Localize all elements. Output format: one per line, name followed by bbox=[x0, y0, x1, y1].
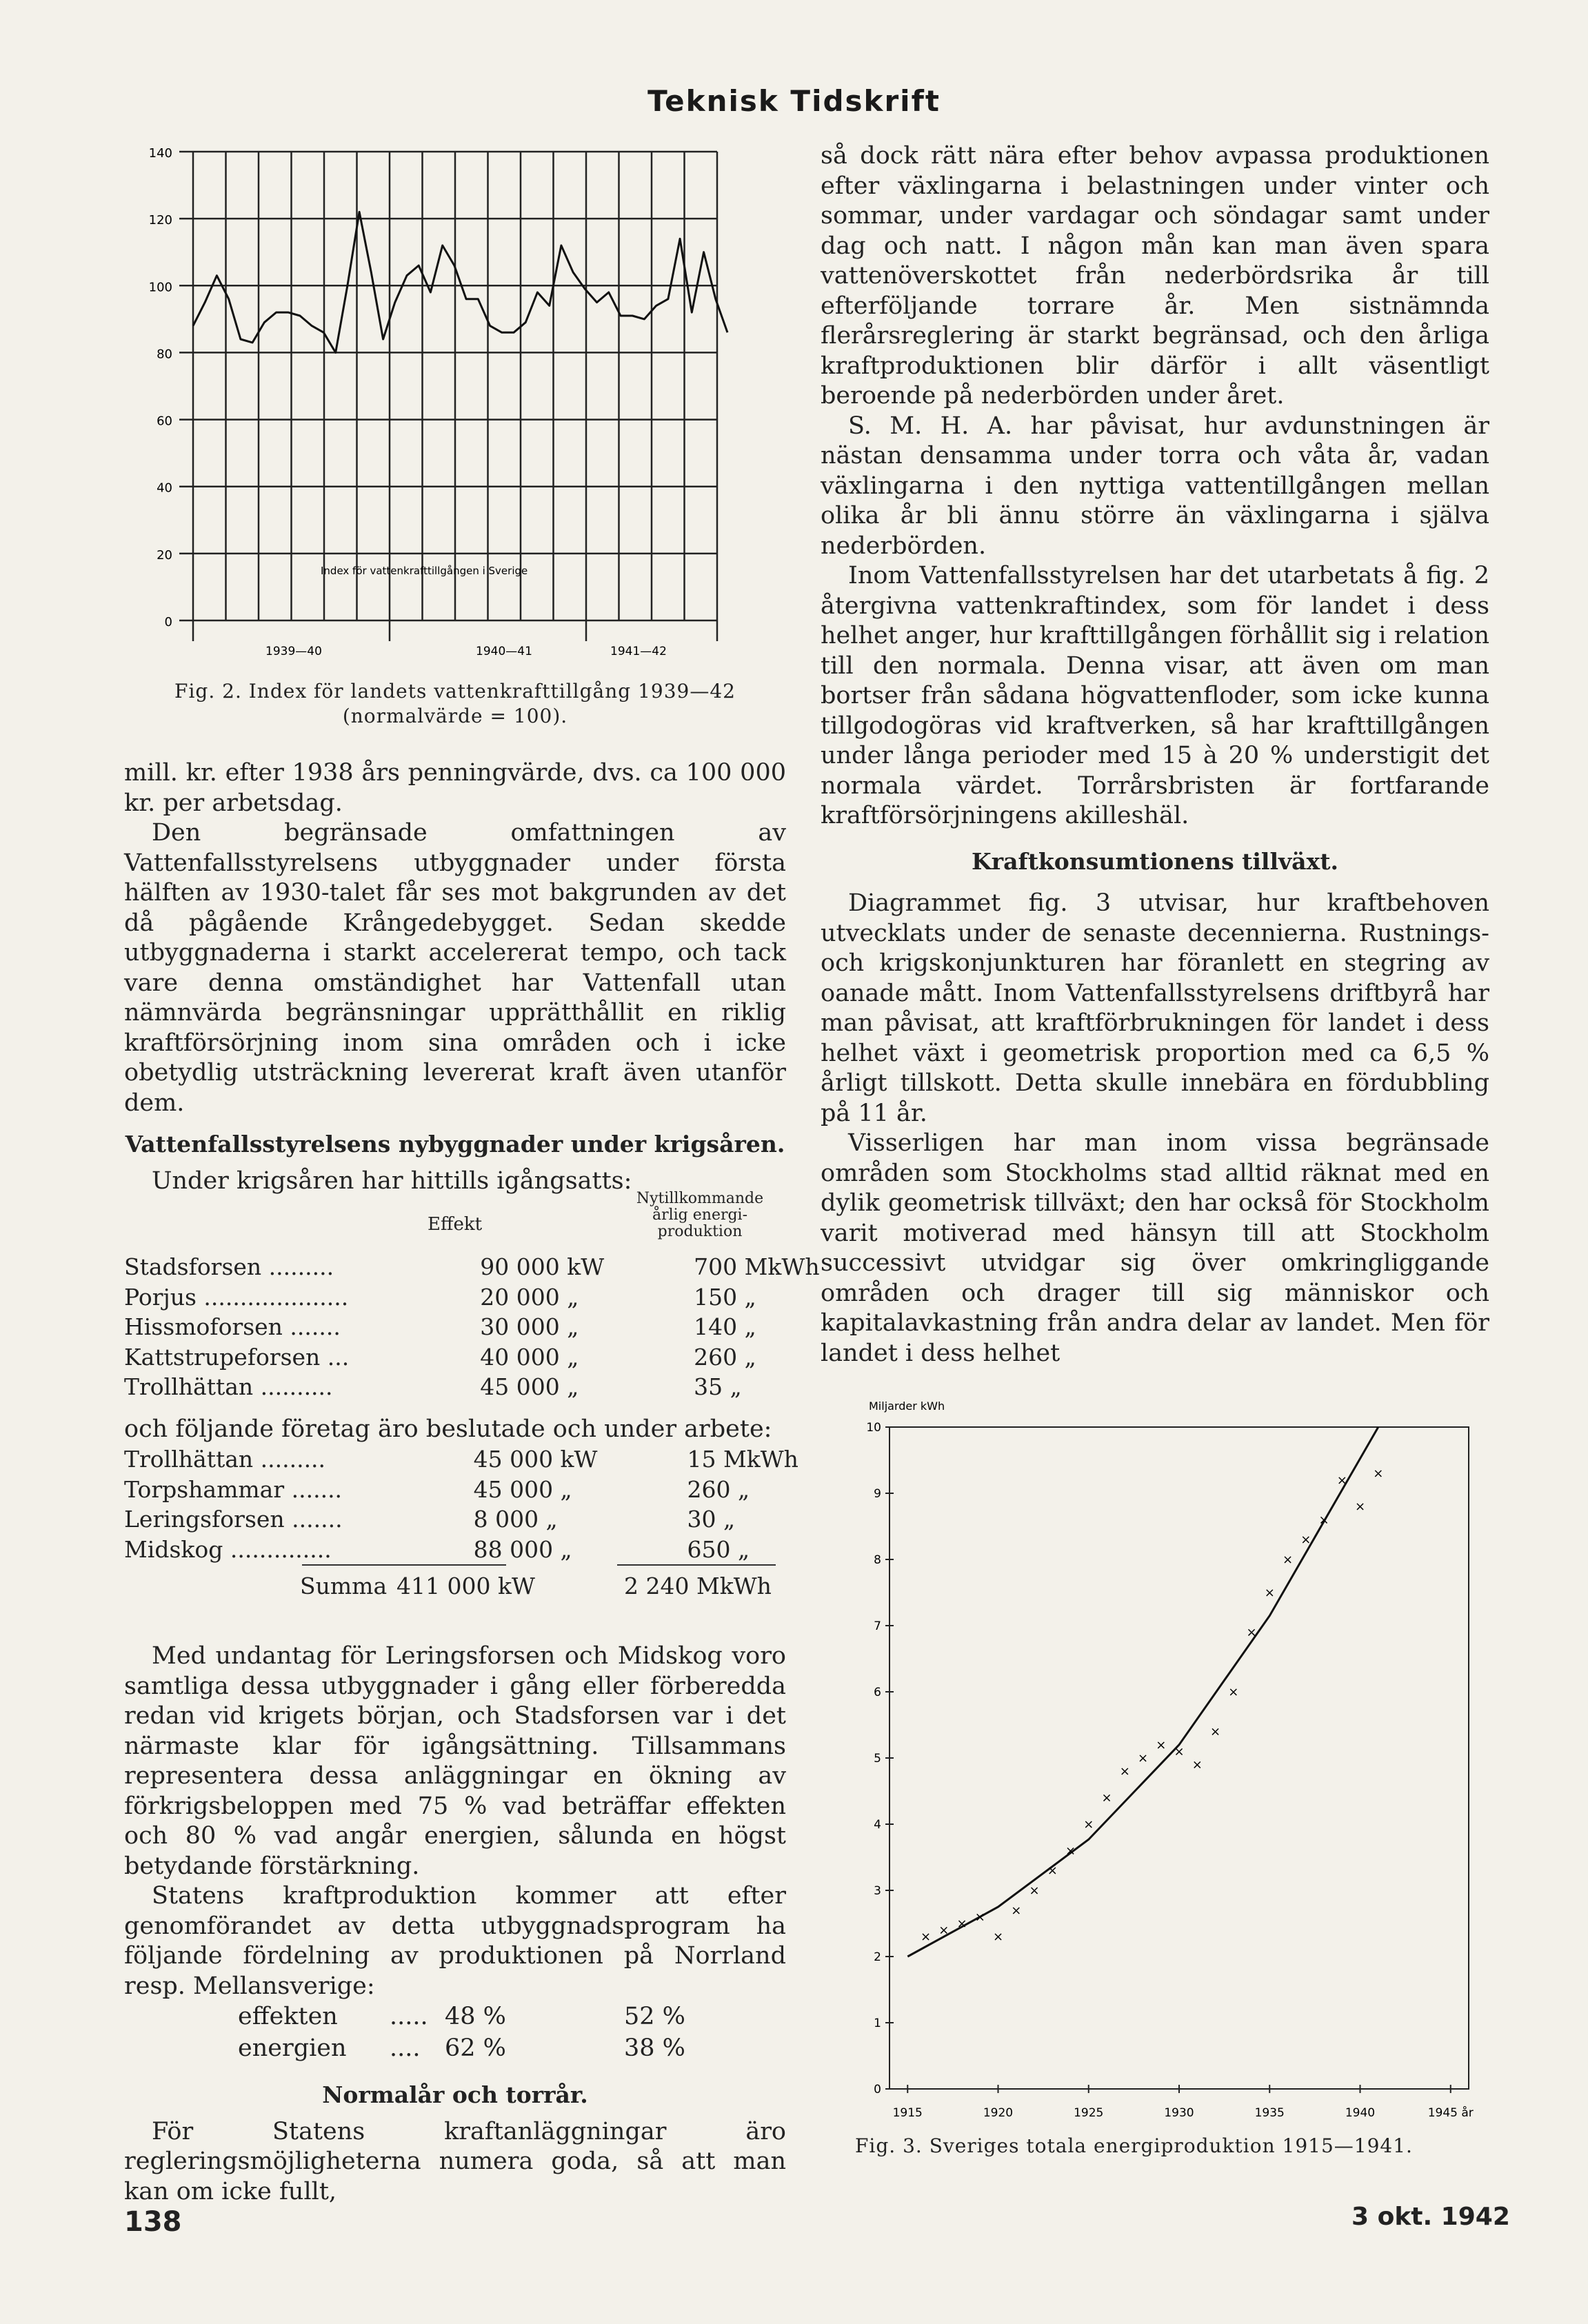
data-point: × bbox=[956, 1917, 967, 1931]
table-row bbox=[124, 1372, 820, 1402]
y-tick-label: 5 bbox=[874, 1752, 881, 1766]
distribution-label: energien bbox=[238, 2034, 347, 2063]
paragraph: Diagrammet fig. 3 utvisar, hur kraftbehoven utvecklats under de senaste decennierna. Rustnings- och krigskonjunkturen har föranlett en stegring av oanade mått. Inom Vattenfallsstyrelsens driftbyrå har man påvisat, att kraftförbrukningen för landet i dess helhet växt i geometrisk proportion med ca 6,5 % årligt tillskott. Detta skulle innebära en fördubbling på 11 år. bbox=[821, 889, 1489, 1127]
journal-header: Teknisk Tidskrift bbox=[647, 84, 941, 118]
paragraph: så dock rätt nära efter behov avpassa produktionen efter växlingarna i belastningen under vinter och sommar, under vardagar och söndagar samt under dag och natt. I någon mån kan man även spara vattenöverskottet från nederbördsrika år till efterföljande torrare år. Men sistnämnda flerårsreglering är starkt begränsad, och den årliga kraftproduktionen blir därför i allt väsentligt beroende på nederbörden under året. bbox=[821, 142, 1489, 410]
paragraph: mill. kr. efter 1938 års penningvärde, dvs. ca 100 000 kr. per arbetsdag. bbox=[124, 759, 786, 817]
leader-dots: ......... bbox=[253, 1446, 326, 1473]
cell-name bbox=[124, 1312, 349, 1342]
distribution-row bbox=[238, 2033, 707, 2065]
cell-effekt: 8 000 „ bbox=[473, 1506, 558, 1533]
leader-dots: ....... bbox=[282, 1313, 341, 1340]
distribution-b: 52 % bbox=[624, 2003, 685, 2031]
table-row bbox=[124, 1312, 820, 1342]
y-tick-label: 140 bbox=[148, 146, 172, 161]
distribution-a: 62 % bbox=[445, 2034, 506, 2063]
table-row bbox=[124, 1252, 820, 1282]
data-point: × bbox=[1209, 1724, 1221, 1739]
chart-annotation: Index för vattenkrafttillgången i Sverige bbox=[321, 564, 528, 577]
table-row bbox=[124, 1444, 798, 1475]
data-point: × bbox=[1192, 1757, 1203, 1772]
y-tick-label: 1 bbox=[874, 2017, 881, 2030]
station-name: Leringsforsen bbox=[124, 1506, 285, 1533]
table-row bbox=[124, 1475, 798, 1505]
cell-energi: 35 „ bbox=[694, 1373, 742, 1400]
y-tick-label: 100 bbox=[148, 280, 172, 295]
section-heading: Normalår och torrår. bbox=[322, 2081, 588, 2108]
y-tick-label: 9 bbox=[874, 1487, 881, 1501]
data-point: × bbox=[1264, 1586, 1275, 1600]
leader-dots: .......... bbox=[253, 1373, 333, 1400]
sum-line bbox=[617, 1564, 776, 1566]
leader-dots: ......... bbox=[261, 1253, 334, 1280]
fig3-caption: Fig. 3. Sveriges totala energiproduktion 1915—1941. bbox=[855, 2134, 1413, 2157]
cell-name bbox=[124, 1535, 343, 1565]
y-tick-label: 60 bbox=[157, 414, 172, 429]
paragraph: För Statens kraftanläggningar äro regleringsmöjligheterna numera goda, så att man kan om icke fullt, bbox=[124, 2117, 786, 2205]
data-point: × bbox=[1047, 1863, 1058, 1879]
y-tick-label: 4 bbox=[874, 1818, 881, 1832]
y-tick-label: 7 bbox=[874, 1619, 881, 1633]
data-point: × bbox=[974, 1910, 985, 1925]
cell-energi: 260 „ bbox=[694, 1343, 756, 1371]
y-tick-label: 6 bbox=[874, 1686, 881, 1699]
data-point: × bbox=[938, 1923, 949, 1938]
sum-line bbox=[302, 1564, 506, 1566]
y-tick-label: 40 bbox=[157, 481, 172, 496]
data-point: × bbox=[1156, 1737, 1167, 1752]
data-point: × bbox=[1373, 1466, 1384, 1482]
index-line bbox=[193, 212, 727, 352]
distribution-table bbox=[238, 2001, 707, 2065]
table-row bbox=[124, 1535, 798, 1565]
data-point: × bbox=[1137, 1751, 1149, 1766]
y-tick-label: 10 bbox=[866, 1421, 881, 1435]
distribution-a: 48 % bbox=[445, 2003, 506, 2031]
y-tick-label: 20 bbox=[157, 547, 172, 563]
distribution-label: effekten bbox=[238, 2003, 338, 2031]
cell-energi: 260 „ bbox=[687, 1475, 750, 1503]
section-heading: Kraftkonsumtionens tillväxt. bbox=[972, 847, 1338, 875]
cell-energi: 650 „ bbox=[687, 1535, 750, 1563]
cell-effekt: 40 000 „ bbox=[480, 1343, 579, 1371]
x-tick-label: 1935 bbox=[1254, 2106, 1285, 2120]
data-point: × bbox=[920, 1930, 932, 1945]
cell-energi: 150 „ bbox=[694, 1283, 756, 1311]
y-tick-label: 0 bbox=[874, 2083, 881, 2096]
cell-energi: 30 „ bbox=[687, 1506, 736, 1533]
paragraph: Den begränsade omfattningen av Vattenfallsstyrelsens utbyggnader under första hälften av 1930-talet får ses mot bakgrunden av det då pågående Krångedebygget. Sedan skedde utbyggnaderna i starkt accelererat tempo, och tack vare denna omständighet har Vattenfall utan nämnvärda begränsningar upprätthållit en riklig kraftförsörjning inom sina områden och i icke obetydlig utsträckning levererat kraft även utanför dem. bbox=[124, 819, 786, 1117]
trend-curve bbox=[907, 1427, 1378, 1957]
cell-effekt: 45 000 „ bbox=[480, 1373, 579, 1400]
x-tick-label: 1915 bbox=[892, 2106, 923, 2120]
fig2-chart bbox=[110, 138, 731, 683]
fig3-chart bbox=[862, 1393, 1496, 2137]
distribution-dots: .... bbox=[390, 2034, 421, 2063]
data-point: × bbox=[1228, 1685, 1239, 1699]
x-tick-label: 1920 bbox=[983, 2106, 1014, 2120]
station-name: Hissmoforsen bbox=[124, 1313, 283, 1340]
cell-name bbox=[124, 1252, 349, 1282]
x-tick-label: 1940—41 bbox=[476, 645, 532, 658]
cell-name bbox=[124, 1444, 343, 1475]
data-point: × bbox=[1336, 1473, 1347, 1488]
distribution-row bbox=[238, 2001, 707, 2033]
data-point: × bbox=[1083, 1817, 1094, 1832]
cell-name bbox=[124, 1342, 349, 1373]
col-header-energi: Nytillkommande årlig energi-produktion bbox=[636, 1190, 764, 1240]
data-point: × bbox=[1318, 1513, 1329, 1528]
y-tick-label: 80 bbox=[157, 347, 172, 362]
col-header-effekt: Effekt bbox=[428, 1214, 483, 1235]
cell-name bbox=[124, 1504, 343, 1535]
cell-name bbox=[124, 1282, 349, 1313]
right-column bbox=[821, 141, 1489, 1368]
left-column bbox=[124, 758, 820, 2207]
x-tick-label: 1940 bbox=[1345, 2106, 1376, 2120]
station-name: Stadsforsen bbox=[124, 1253, 262, 1280]
station-name: Midskog bbox=[124, 1535, 223, 1563]
station-name: Porjus bbox=[124, 1283, 197, 1311]
cell-energi: 700 MkWh bbox=[694, 1253, 820, 1280]
paragraph: Statens kraftproduktion kommer att efter genomförandet av detta utbyggnadsprogram ha följande fördelning av produktionen på Norrland resp. Mellansverige: bbox=[124, 1882, 786, 2000]
distribution-dots: ..... bbox=[390, 2003, 428, 2031]
leader-dots: .............. bbox=[223, 1535, 332, 1563]
table-planned bbox=[124, 1444, 798, 1564]
cell-effekt: 45 000 kW bbox=[473, 1446, 598, 1473]
sum-effekt: 411 000 kW bbox=[396, 1573, 535, 1599]
x-tick-label: 1941—42 bbox=[610, 645, 667, 658]
station-name: Kattstrupeforsen bbox=[124, 1343, 321, 1371]
cell-effekt: 88 000 „ bbox=[473, 1535, 572, 1563]
x-tick-label: 1939—40 bbox=[265, 645, 322, 658]
table-row bbox=[124, 1342, 820, 1373]
page-number: 138 bbox=[124, 2206, 182, 2238]
data-point: × bbox=[1282, 1553, 1294, 1567]
leader-dots: ....... bbox=[284, 1475, 343, 1503]
paragraph: Inom Vattenfallsstyrelsen har det utarbetats å fig. 2 återgivna vattenkraftindex, som för landet i dess helhet anger, hur krafttillgången förhållit sig i relation till den normala. Denna visar, att även om man bortser från sådana högvattenfloder, som icke kunna tillgodogöras vid kraftverken, så har krafttillgången under långa perioder med 15 à 20 % understigit det normala värdet. Torrårsbristen är fortfarande kraftförsörjningens akilleshäl. bbox=[821, 562, 1489, 829]
leader-dots: ....... bbox=[284, 1506, 343, 1533]
data-point: × bbox=[1011, 1903, 1022, 1918]
paragraph: Visserligen har man inom vissa begränsade områden som Stockholms stad alltid räknat med en dylik geometrisk tillväxt; den har också för Stockholm varit motiverad med hänsyn till att Stockholm successivt utvidgar sig över omkringliggande områden och drager till sig människor och kapitalavkastning från andra delar av landet. Men för landet i dess helhet bbox=[821, 1129, 1489, 1367]
data-point: × bbox=[1174, 1744, 1185, 1759]
sum-energi: 2 240 MkWh bbox=[624, 1573, 772, 1599]
data-point: × bbox=[1029, 1883, 1040, 1898]
y-tick-label: 0 bbox=[164, 615, 172, 629]
cell-effekt: 30 000 „ bbox=[480, 1313, 579, 1340]
cell-energi: 15 MkWh bbox=[687, 1446, 798, 1473]
fig2-caption-line2: (normalvärde = 100). bbox=[342, 705, 568, 727]
cell-energi: 140 „ bbox=[694, 1313, 756, 1340]
y-tick-label: 3 bbox=[874, 1884, 881, 1898]
leader-dots: .................... bbox=[196, 1283, 349, 1311]
table-started bbox=[124, 1252, 820, 1402]
paragraph: Med undantag för Leringsforsen och Midskog voro samtliga dessa utbyggnader i gång eller förberedda redan vid krigets början, och Stadsforsen var i det närmaste klar för igångsättning. Tillsammans representera dessa anläggningar en ökning av förkrigsbeloppen med 75 % vad beträffar effekten och 80 % vad angår energien, sålunda en högst betydande förstärkning. bbox=[124, 1642, 786, 1880]
table-row bbox=[124, 1504, 798, 1535]
fig2-caption bbox=[124, 679, 786, 729]
station-name: Trollhättan bbox=[124, 1373, 254, 1400]
paragraph: Under krigsåren har hittills igångsatts: bbox=[152, 1166, 632, 1195]
x-tick-label: 1925 bbox=[1074, 2106, 1104, 2120]
station-name: Trollhättan bbox=[124, 1446, 254, 1473]
x-tick-label: 1945 år bbox=[1427, 2106, 1474, 2120]
y-tick-label: 120 bbox=[148, 213, 172, 228]
cell-name bbox=[124, 1372, 349, 1402]
fig2-caption-line1: Fig. 2. Index för landets vattenkrafttillgång 1939—42 bbox=[174, 680, 736, 703]
cell-effekt: 20 000 „ bbox=[480, 1283, 579, 1311]
sum-label: Summa bbox=[300, 1573, 388, 1599]
table-row bbox=[124, 1282, 820, 1313]
cell-effekt: 45 000 „ bbox=[473, 1475, 572, 1503]
y-tick-label: 2 bbox=[874, 1950, 881, 1964]
cell-effekt: 90 000 kW bbox=[480, 1253, 605, 1280]
distribution-b: 38 % bbox=[624, 2034, 685, 2063]
paragraph: och följande företag äro beslutade och under arbete: bbox=[124, 1415, 772, 1443]
data-point: × bbox=[1101, 1790, 1112, 1806]
x-tick-label: 1930 bbox=[1164, 2106, 1194, 2120]
data-point: × bbox=[1065, 1843, 1076, 1859]
sum-row bbox=[124, 1564, 786, 1608]
data-point: × bbox=[992, 1930, 1004, 1945]
data-point: × bbox=[1246, 1625, 1257, 1640]
section-heading: Vattenfallsstyrelsens nybyggnader under krigsåren. bbox=[125, 1131, 785, 1158]
y-tick-label: 8 bbox=[874, 1553, 881, 1567]
paragraph: S. M. H. A. har påvisat, hur avdunstningen är nästan densamma under torra och våta år, vadan växlingarna i den nyttiga vattentillgången mellan olika år bli ännu större än växlingarna i själva nederbörden. bbox=[821, 412, 1489, 560]
leader-dots: ... bbox=[320, 1343, 350, 1371]
y-axis-label: Miljarder kWh bbox=[869, 1400, 945, 1413]
data-point: × bbox=[1119, 1764, 1130, 1779]
station-name: Torpshammar bbox=[124, 1475, 285, 1503]
data-point: × bbox=[1354, 1499, 1366, 1515]
issue-date: 3 okt. 1942 bbox=[1351, 2203, 1510, 2231]
data-point: × bbox=[1300, 1533, 1311, 1548]
cell-name bbox=[124, 1475, 343, 1505]
